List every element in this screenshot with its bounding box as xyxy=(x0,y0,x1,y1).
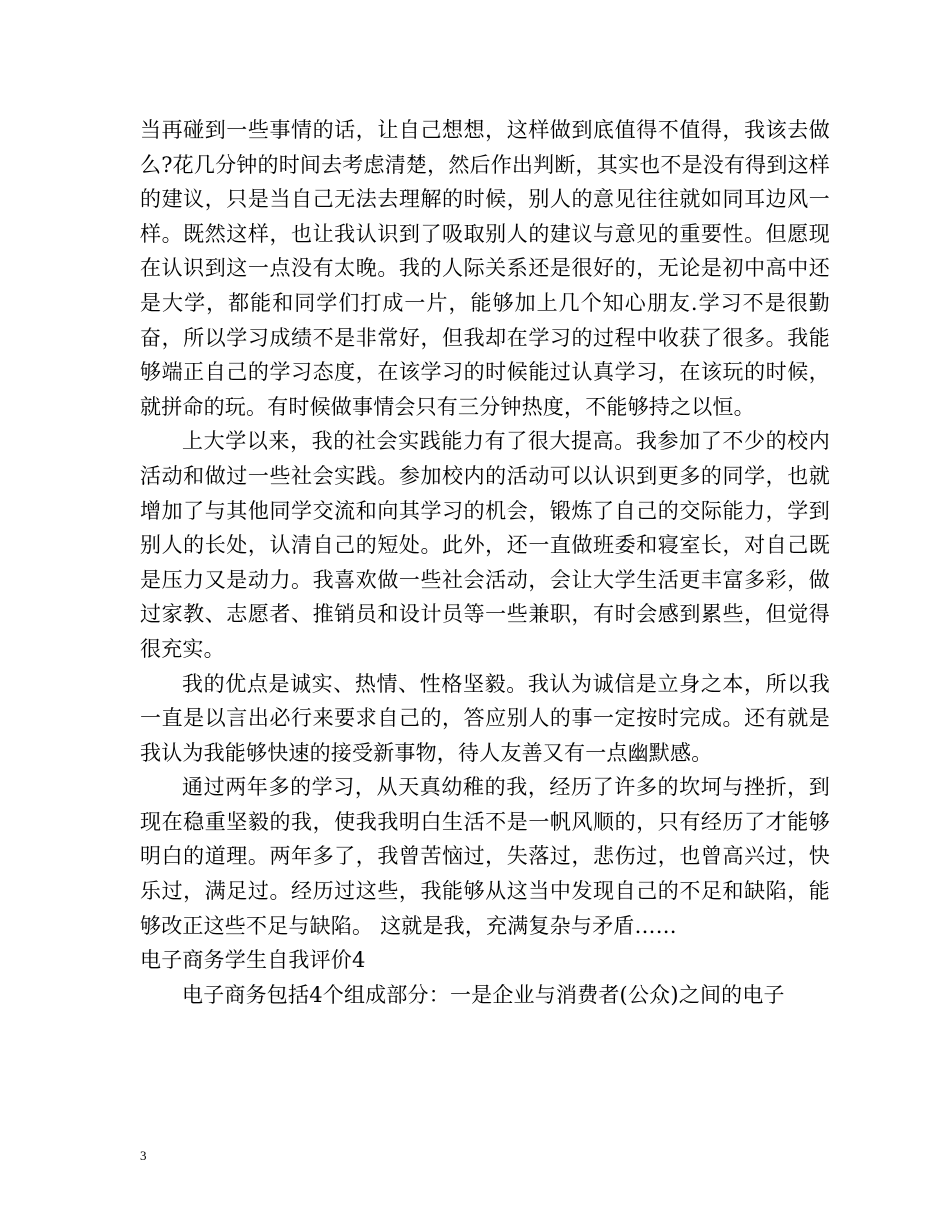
paragraph-1: 当再碰到一些事情的话，让自己想想，这样做到底值得不值得，我该去做么?花几分钟的时间去考虑清楚，然后作出判断，其实也不是没有得到这样的建议，只是当自己无法去理解的时候，别人的意见往往就如同耳边风一样。既然这样，也让我认识到了吸取别人的建议与意见的重要性。但愿现在认识到这一点没有太晚。我的人际关系还是很好的，无论是初中高中还是大学，都能和同学们打成一片，能够加上几个知心朋友.学习不是很勤奋，所以学习成绩不是非常好，但我却在学习的过程中收获了很多。我能够端正自己的学习态度，在该学习的时候能过认真学习，在该玩的时候，就拼命的玩。有时候做事情会只有三分钟热度，不能够持之以恒。 xyxy=(140,118,830,419)
section-heading: 电子商务学生自我评价4 xyxy=(140,948,366,973)
paragraph-4: 通过两年多的学习，从天真幼稚的我，经历了许多的坎坷与挫折，到现在稳重坚毅的我，使我我明白生活不是一帆风顺的，只有经历了才能够明白的道理。两年多了，我曾苦恼过，失落过，悲伤过，也曾高兴过，快乐过，满足过。经历过这些，我能够从这当中发现自己的不足和缺陷，能够改正这些不足与缺陷。 这就是我，充满复杂与矛盾…… xyxy=(140,775,830,938)
page-number: 3 xyxy=(140,1148,147,1163)
paragraph-3: 我的优点是诚实、热情、性格坚毅。我认为诚信是立身之本，所以我一直是以言出必行来要求自己的，答应别人的事一定按时完成。还有就是我认为我能够快速的接受新事物，待人友善又有一点幽默感。 xyxy=(140,671,830,765)
document-body xyxy=(140,113,830,1012)
paragraph-2: 上大学以来，我的社会实践能力有了很大提高。我参加了不少的校内活动和做过一些社会实践。参加校内的活动可以认识到更多的同学，也就增加了与其他同学交流和向其学习的机会，锻炼了自己的交际能力，学到别人的长处，认清自己的短处。此外，还一直做班委和寝室长，对自己既是压力又是动力。我喜欢做一些社会活动，会让大学生活更丰富多彩，做过家教、志愿者、推销员和设计员等一些兼职，有时会感到累些，但觉得很充实。 xyxy=(140,429,830,661)
paragraph-5: 电子商务包括4个组成部分：一是企业与消费者(公众)之间的电子 xyxy=(182,982,785,1007)
